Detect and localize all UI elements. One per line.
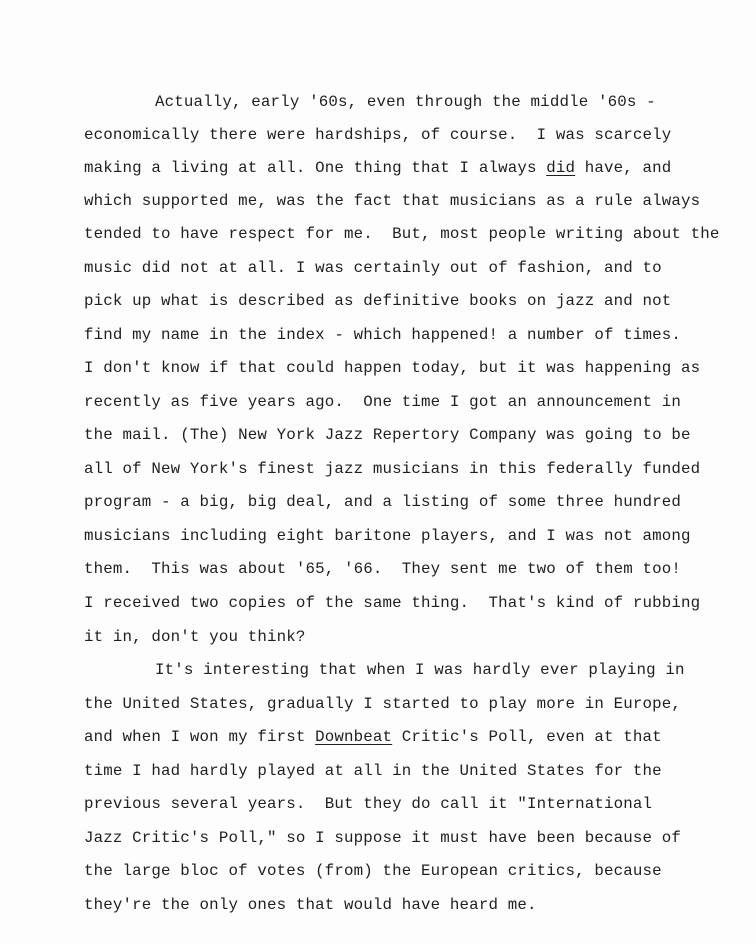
text-segment: making a living at all. One thing that I always (84, 159, 547, 177)
text-line: the United States, gradually I started to play more in Europe, (84, 695, 682, 713)
text-segment: have, and (575, 159, 672, 177)
text-line: economically there were hardships, of course. I was scarcely (84, 126, 672, 144)
text-line: time I had hardly played at all in the United States for the (84, 762, 662, 780)
underlined-word: did (546, 159, 576, 177)
text-line: recently as five years ago. One time I got an announcement in (84, 393, 682, 411)
text-line: it in, don't you think? (84, 628, 306, 646)
text-line: them. This was about '65, '66. They sent me two of them too! (84, 560, 682, 578)
text-line: find my name in the index - which happened! a number of times. (84, 326, 682, 344)
text-line: Actually, early '60s, even through the middle '60s - (155, 93, 656, 111)
text-line (84, 727, 662, 747)
text-line: pick up what is described as definitive books on jazz and not (84, 292, 672, 310)
text-line: It's interesting that when I was hardly ever playing in (155, 661, 685, 679)
text-line: I don't know if that could happen today, but it was happening as (84, 359, 701, 377)
text-segment: and when I won my first (84, 728, 316, 746)
text-line: all of New York's finest jazz musicians in this federally funded (84, 460, 701, 478)
text-line: previous several years. But they do call it "International (84, 795, 653, 813)
text-line: I received two copies of the same thing. That's kind of rubbing (84, 594, 701, 612)
text-line: the mail. (The) New York Jazz Repertory Company was going to be (84, 426, 691, 444)
text-segment: Critic's Poll, even at that (392, 728, 662, 746)
text-line: they're the only ones that would have heard me. (84, 896, 537, 914)
text-line: musicians including eight baritone players, and I was not among (84, 527, 691, 545)
text-line: Jazz Critic's Poll," so I suppose it must have been because of (84, 829, 682, 847)
text-line: the large bloc of votes (from) the European critics, because (84, 862, 662, 880)
text-line: program - a big, big deal, and a listing of some three hundred (84, 493, 682, 511)
text-line (84, 158, 671, 178)
underlined-title: Downbeat (315, 728, 393, 746)
text-line: tended to have respect for me. But, most people writing about the (84, 225, 720, 243)
text-line: music did not at all. I was certainly out of fashion, and to (84, 259, 662, 277)
text-line: which supported me, was the fact that musicians as a rule always (84, 192, 701, 210)
